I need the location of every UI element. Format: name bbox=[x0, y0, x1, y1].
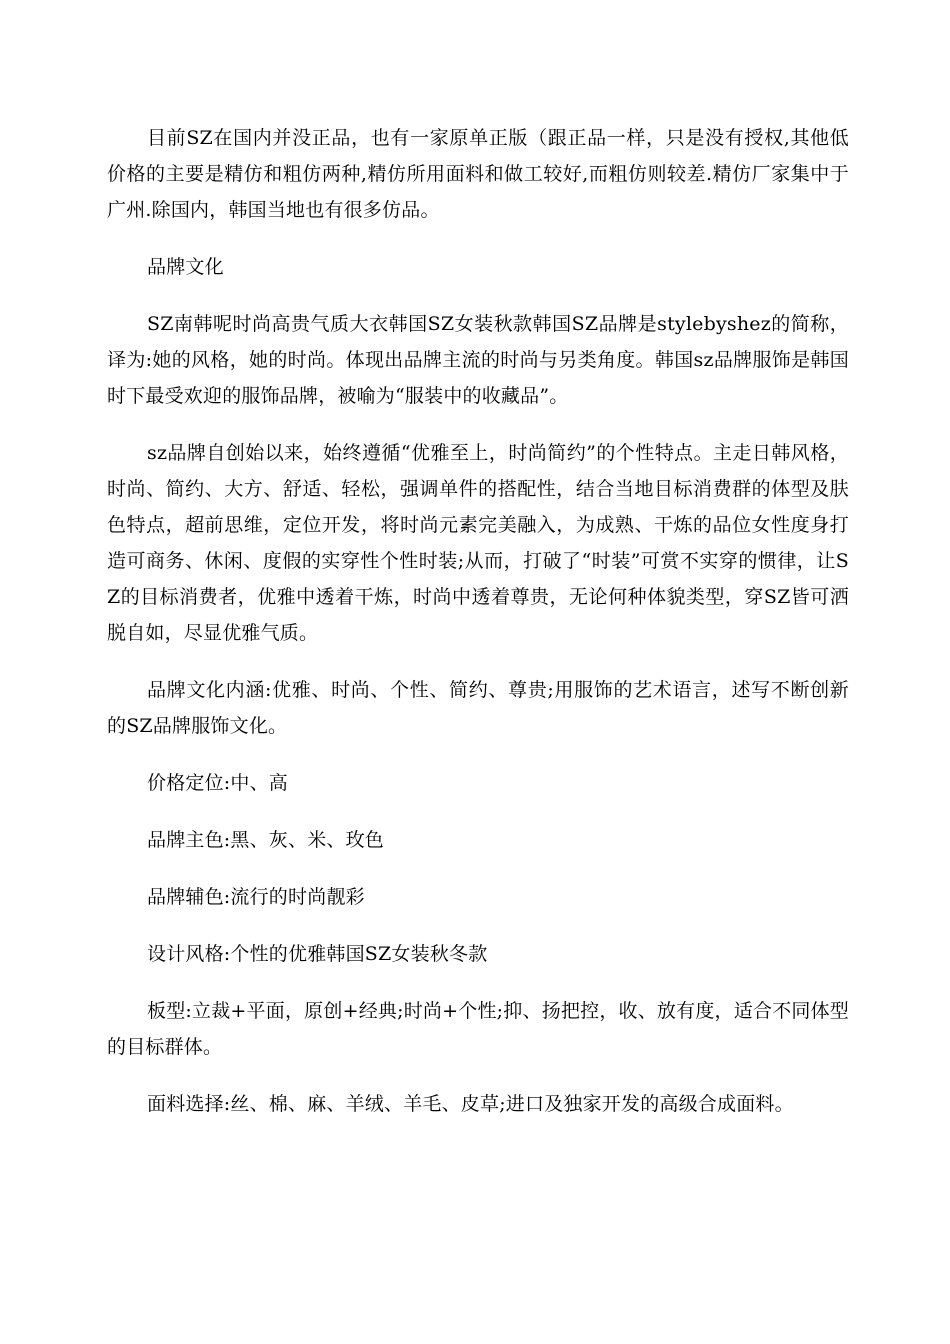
paragraph-price-positioning: 价格定位:中、高 bbox=[147, 772, 289, 794]
section-heading-brand-culture: 品牌文化 bbox=[147, 256, 224, 278]
paragraph-brand-philosophy: sz品牌自创始以来，始终遵循“优雅至上，时尚简约”的个性特点。主走日韩风格，时尚、简约、大方、舒适、轻松，强调单件的搭配性，结合当地目标消费群的体型及肤色特点，超前思维，定位开发，将时尚元素完美融入，为成熟、干炼的品位女性度身打造可商务、休闲、度假的实穿性个性时装;从而，打破了“时装”可赏不实穿的惯律，让SZ的目标消费者，优雅中透着干炼，时尚中透着尊贵，无论何种体貌类型，穿SZ皆可洒脱自如，尽显优雅气质。 bbox=[107, 442, 849, 644]
paragraph-secondary-colors: 品牌辅色:流行的时尚靓彩 bbox=[147, 886, 365, 908]
paragraph-main-colors: 品牌主色:黑、灰、米、玫色 bbox=[147, 829, 385, 851]
document-body bbox=[107, 120, 849, 1143]
paragraph-brand-culture-connotation: 品牌文化内涵:优雅、时尚、个性、简约、尊贵;用服饰的艺术语言，述写不断创新的SZ品牌服饰文化。 bbox=[107, 679, 849, 737]
paragraph-brand-intro: SZ南韩呢时尚高贵气质大衣韩国SZ女装秋款韩国SZ品牌是stylebyshez的简称，译为:她的风格，她的时尚。体现出品牌主流的时尚与另类角度。韩国sz品牌服饰是韩国时下最受欢迎的服饰品牌，被喻为“服装中的收藏品”。 bbox=[107, 313, 849, 407]
paragraph-design-style: 设计风格:个性的优雅韩国SZ女装秋冬款 bbox=[147, 943, 488, 965]
paragraph-counterfeit-info: 目前SZ在国内并没正品，也有一家原单正版（跟正品一样，只是没有授权,其他低价格的主要是精仿和粗仿两种,精仿所用面料和做工较好,而粗仿则较差.精仿厂家集中于广州.除国内，韩国当地也有很多仿品。 bbox=[107, 127, 849, 221]
paragraph-fabric-selection: 面料选择:丝、棉、麻、羊绒、羊毛、皮草;进口及独家开发的高级合成面料。 bbox=[147, 1093, 794, 1115]
paragraph-pattern-type: 板型:立裁+平面，原创+经典;时尚+个性;抑、扬把控，收、放有度，适合不同体型的目标群体。 bbox=[107, 1000, 849, 1058]
